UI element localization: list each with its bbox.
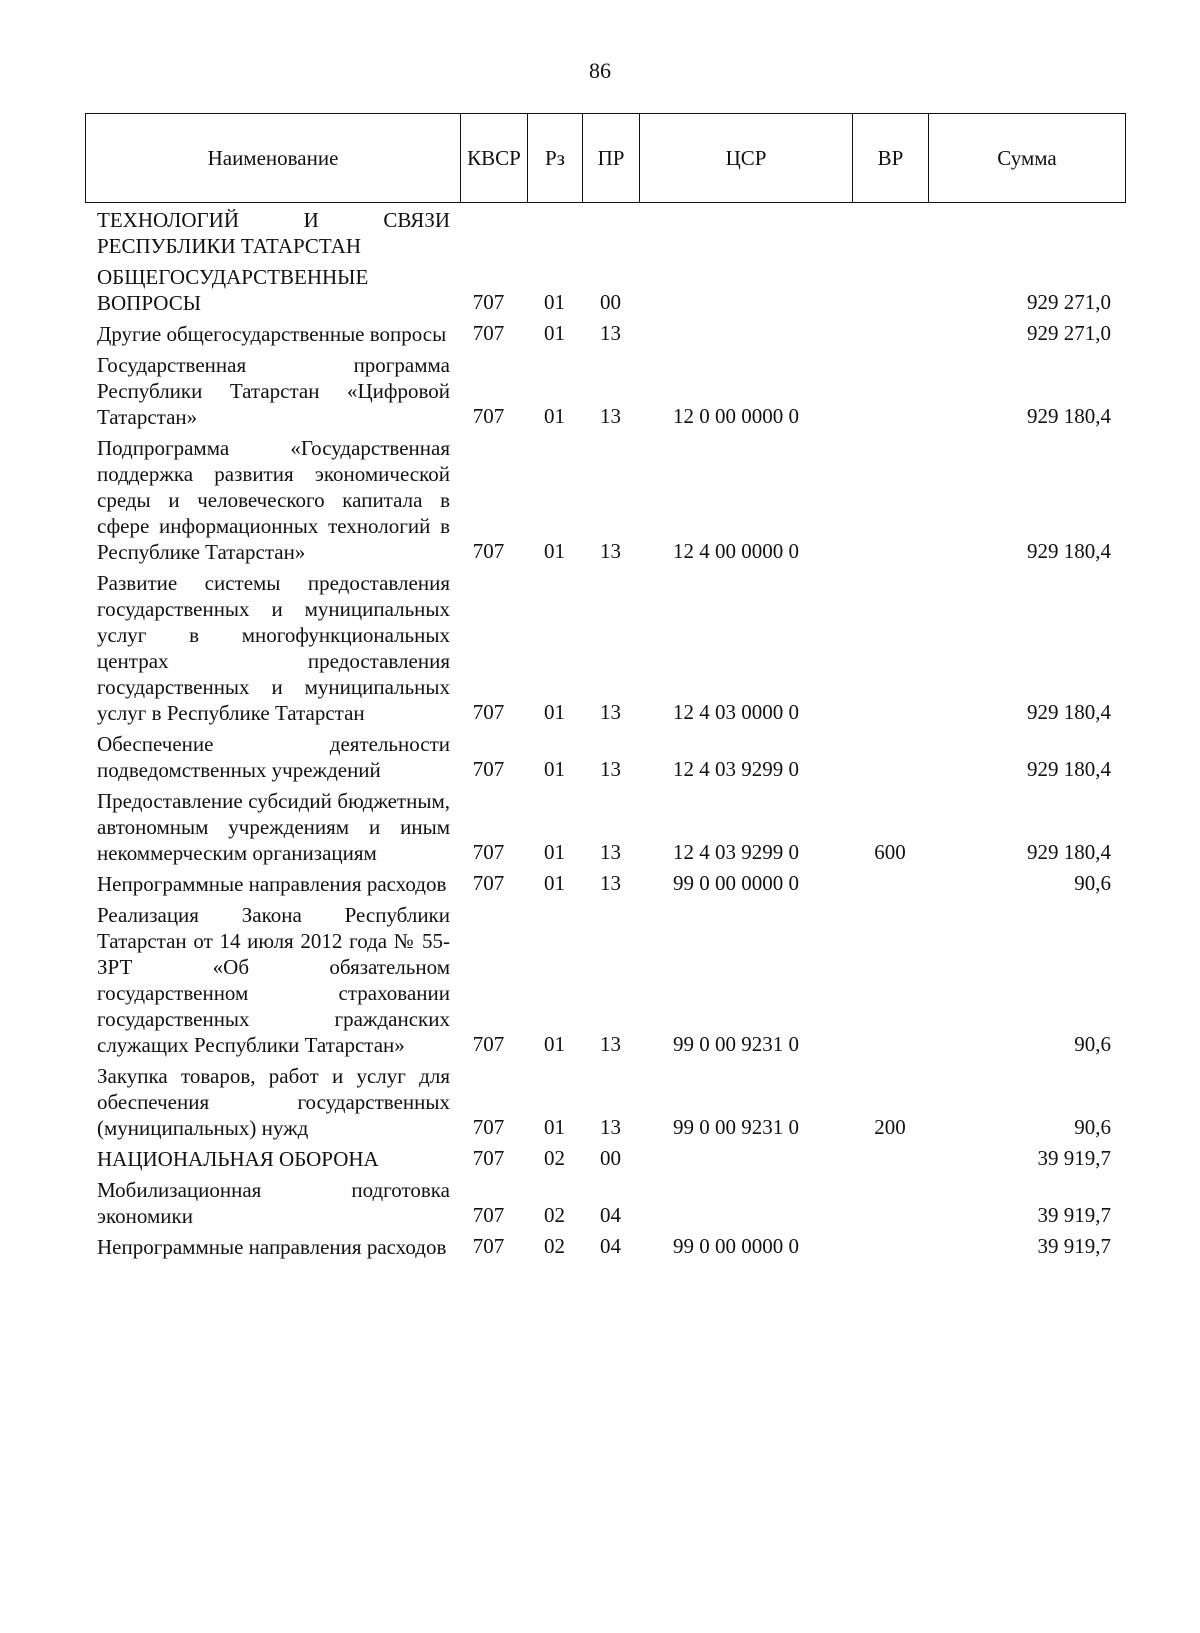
- table-row: [85, 261, 1125, 318]
- table-row: [85, 785, 1125, 868]
- cell-name: НАЦИОНАЛЬНАЯ ОБОРОНА: [97, 1147, 379, 1171]
- cell-vr: [852, 1231, 928, 1262]
- cell-pr: 13: [600, 404, 621, 428]
- cell-kvsr: [450, 204, 527, 261]
- header-pr: ПР: [583, 114, 640, 203]
- header-name: Наименование: [86, 114, 461, 203]
- table-row: [85, 1143, 1125, 1174]
- header-kvsr: КВСР: [461, 114, 528, 203]
- cell-rz: 01: [544, 700, 565, 724]
- table-row: [85, 204, 1125, 261]
- cell-vr: [852, 899, 928, 1060]
- cell-vr: [852, 204, 928, 261]
- cell-csr: [639, 261, 852, 318]
- cell-name: ОБЩЕГОСУДАРСТВЕННЫЕ ВОПРОСЫ: [97, 265, 369, 315]
- cell-csr: [639, 1143, 852, 1174]
- header-csr: ЦСР: [640, 114, 853, 203]
- cell-pr: 00: [600, 290, 621, 314]
- cell-vr: [852, 1174, 928, 1231]
- cell-rz: 02: [544, 1146, 565, 1170]
- cell-sum: [928, 204, 1125, 261]
- cell-rz: 02: [544, 1234, 565, 1258]
- cell-name: Подпрограмма «Государственная поддержка развития экономической среды и человеческого капитала в сфере информационных технологий в Республике Татарстан»: [97, 436, 450, 564]
- cell-name: Обеспечение деятельности подведомственных учреждений: [97, 732, 450, 782]
- cell-pr: [582, 204, 639, 261]
- table-row: [85, 318, 1125, 349]
- cell-vr: [852, 318, 928, 349]
- budget-table: [85, 204, 1125, 1262]
- cell-pr: 13: [600, 871, 621, 895]
- cell-pr: 13: [600, 700, 621, 724]
- cell-kvsr: 707: [472, 700, 505, 724]
- table-header: [85, 113, 1126, 203]
- cell-csr: 99 0 00 9231 0: [673, 1115, 799, 1139]
- cell-csr: 12 4 03 0000 0: [673, 700, 799, 724]
- cell-sum: 929 180,4: [1027, 840, 1111, 864]
- cell-pr: 04: [600, 1203, 621, 1227]
- cell-sum: 39 919,7: [1037, 1234, 1111, 1258]
- table-body: [85, 204, 1125, 1262]
- cell-rz: 01: [544, 290, 565, 314]
- cell-kvsr: 707: [472, 1115, 505, 1139]
- cell-kvsr: 707: [472, 1203, 505, 1227]
- cell-kvsr: 707: [472, 757, 505, 781]
- cell-sum: 39 919,7: [1037, 1146, 1111, 1170]
- cell-name: Непрограммные направления расходов: [97, 1235, 447, 1259]
- table-row: [85, 1231, 1125, 1262]
- cell-name: Государственная программа Республики Татарстан «Цифровой Татарстан»: [97, 353, 450, 429]
- cell-rz: 01: [544, 871, 565, 895]
- cell-name: Мобилизационная подготовка экономики: [97, 1178, 450, 1228]
- cell-kvsr: 707: [472, 840, 505, 864]
- cell-vr: [852, 728, 928, 785]
- cell-csr: 12 4 03 9299 0: [673, 840, 799, 864]
- cell-kvsr: 707: [472, 539, 505, 563]
- cell-rz: 01: [544, 321, 565, 345]
- cell-name: Реализация Закона Республики Татарстан от 14 июля 2012 года № 55-ЗРТ «Об обязательном государственном страховании государственных гражданских служащих Республики Татарстан»: [97, 903, 450, 1057]
- cell-rz: 01: [544, 404, 565, 428]
- cell-vr: [852, 349, 928, 432]
- cell-sum: 929 271,0: [1027, 321, 1111, 345]
- cell-sum: 90,6: [1074, 1115, 1111, 1139]
- cell-pr: 04: [600, 1234, 621, 1258]
- cell-name: ТЕХНОЛОГИЙ И СВЯЗИ РЕСПУБЛИКИ ТАТАРСТАН: [97, 208, 450, 258]
- cell-sum: 929 180,4: [1027, 757, 1111, 781]
- cell-pr: 13: [600, 757, 621, 781]
- cell-name: Непрограммные направления расходов: [97, 872, 447, 896]
- header-rz: Рз: [528, 114, 583, 203]
- cell-rz: 01: [544, 1115, 565, 1139]
- header-sum: Сумма: [929, 114, 1126, 203]
- cell-pr: 13: [600, 321, 621, 345]
- cell-csr: 99 0 00 9231 0: [673, 1032, 799, 1056]
- cell-kvsr: 707: [472, 871, 505, 895]
- cell-name: Предоставление субсидий бюджетным, автономным учреждениям и иным некоммерческим организациям: [97, 789, 450, 865]
- header-row: [86, 114, 1126, 203]
- cell-sum: 929 271,0: [1027, 290, 1111, 314]
- table-row: [85, 1060, 1125, 1143]
- cell-kvsr: 707: [472, 290, 505, 314]
- cell-sum: 929 180,4: [1027, 700, 1111, 724]
- cell-csr: [639, 318, 852, 349]
- cell-pr: 13: [600, 840, 621, 864]
- table-row: [85, 728, 1125, 785]
- cell-vr: [852, 1143, 928, 1174]
- cell-pr: 00: [600, 1146, 621, 1170]
- cell-vr: 600: [874, 840, 906, 864]
- cell-csr: 12 4 00 0000 0: [673, 539, 799, 563]
- cell-vr: [852, 432, 928, 567]
- cell-rz: 01: [544, 757, 565, 781]
- cell-sum: 39 919,7: [1037, 1203, 1111, 1227]
- cell-vr: [852, 868, 928, 899]
- header-vr: ВР: [853, 114, 929, 203]
- page-number: 86: [589, 58, 611, 83]
- cell-name: Другие общегосударственные вопросы: [97, 322, 447, 346]
- cell-csr: 99 0 00 0000 0: [673, 871, 799, 895]
- table-row: [85, 868, 1125, 899]
- cell-kvsr: 707: [472, 321, 505, 345]
- cell-pr: 13: [600, 1115, 621, 1139]
- cell-csr: [639, 1174, 852, 1231]
- cell-vr: [852, 567, 928, 728]
- table-row: [85, 567, 1125, 728]
- cell-pr: 13: [600, 539, 621, 563]
- cell-csr: 12 4 03 9299 0: [673, 757, 799, 781]
- table-row: [85, 432, 1125, 567]
- cell-csr: [639, 204, 852, 261]
- cell-csr: 99 0 00 0000 0: [673, 1234, 799, 1258]
- cell-rz: 01: [544, 1032, 565, 1056]
- cell-vr: 200: [874, 1115, 906, 1139]
- cell-sum: 929 180,4: [1027, 404, 1111, 428]
- cell-kvsr: 707: [472, 1234, 505, 1258]
- cell-sum: 90,6: [1074, 1032, 1111, 1056]
- cell-name: Развитие системы предоставления государственных и муниципальных услуг в многофункциональных центрах предоставления государственных и муниципальных услуг в Республике Татарстан: [97, 571, 450, 725]
- cell-sum: 90,6: [1074, 871, 1111, 895]
- cell-rz: [527, 204, 582, 261]
- cell-pr: 13: [600, 1032, 621, 1056]
- cell-rz: 02: [544, 1203, 565, 1227]
- table-row: [85, 1174, 1125, 1231]
- table-row: [85, 349, 1125, 432]
- cell-kvsr: 707: [472, 1146, 505, 1170]
- cell-rz: 01: [544, 840, 565, 864]
- cell-vr: [852, 261, 928, 318]
- cell-rz: 01: [544, 539, 565, 563]
- cell-sum: 929 180,4: [1027, 539, 1111, 563]
- cell-csr: 12 0 00 0000 0: [673, 404, 799, 428]
- cell-kvsr: 707: [472, 404, 505, 428]
- cell-kvsr: 707: [472, 1032, 505, 1056]
- cell-name: Закупка товаров, работ и услуг для обеспечения государственных (муниципальных) нужд: [97, 1064, 450, 1140]
- table-row: [85, 899, 1125, 1060]
